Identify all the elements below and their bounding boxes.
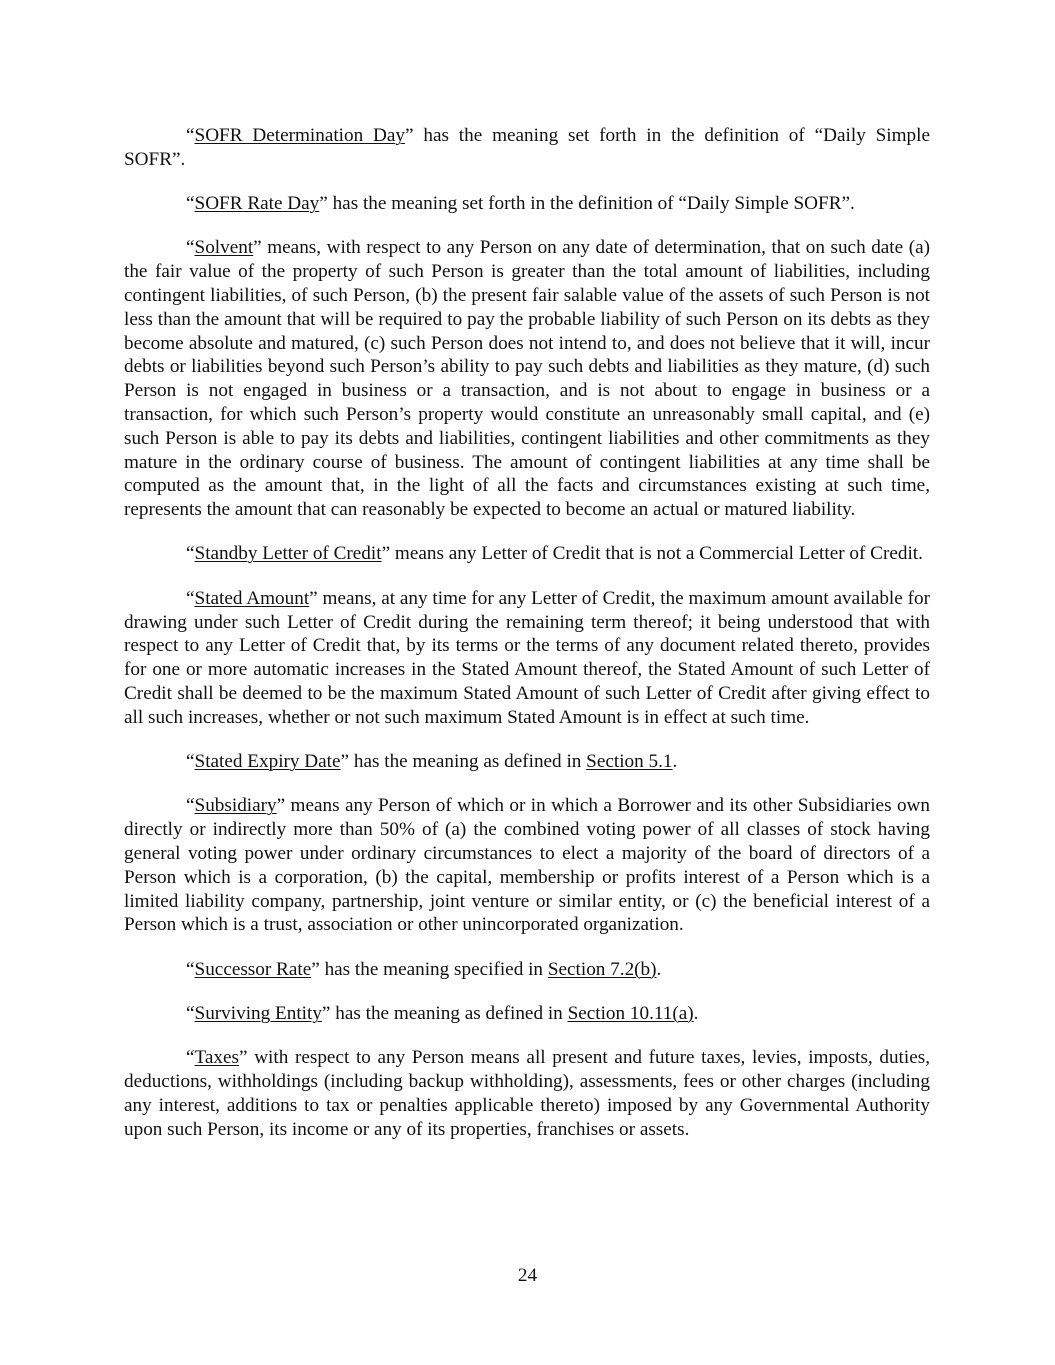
open-quote: “ <box>186 193 195 215</box>
close-quote: ” <box>319 193 328 215</box>
definition-text: means any Letter of Credit that is not a Commercial Letter of Credit. <box>390 543 923 565</box>
definition-sofr-determination-day <box>124 124 930 172</box>
defined-term: Solvent <box>194 237 254 259</box>
defined-term: Surviving Entity <box>194 1002 322 1024</box>
definition-stated-expiry-date <box>124 750 930 774</box>
document-page <box>124 124 930 1141</box>
defined-term: Successor Rate <box>194 958 312 980</box>
defined-term: SOFR Rate Day <box>194 193 320 215</box>
close-quote: ” <box>253 237 262 259</box>
definition-text: has the meaning specified in <box>319 958 548 980</box>
defined-term: Stated Amount <box>194 587 310 609</box>
open-quote: “ <box>186 237 195 259</box>
definition-text: has the meaning set forth in the definition of “Daily Simple SOFR”. <box>327 193 855 215</box>
period: . <box>656 958 662 980</box>
close-quote: ” <box>311 958 320 980</box>
definition-subsidiary <box>124 794 930 937</box>
open-quote: “ <box>186 751 195 773</box>
open-quote: “ <box>186 543 195 565</box>
defined-term: Standby Letter of Credit <box>194 543 382 565</box>
definition-surviving-entity <box>124 1002 930 1026</box>
definition-text: means, with respect to any Person on any date of determination, that on such date (a) the fair value of the property of such Person is greater than the total amount of liabilities, including contingent liabilities, of such Person, (b) the present fair salable value of the assets of such Person is not less than the amount that will be required to pay the probable liability of such Person on its debts as they become absolute and matured, (c) such Person does not intend to, and does not believe that it will, incur debts or liabilities beyond such Person’s ability to pay such debts and liabilities as they mature, (d) such Person is not engaged in business or a transaction, and is not about to engage in business or a transaction, for which such Person’s property would constitute an unreasonably small capital, and (e) such Person is able to pay its debts and liabilities, contingent liabilities and other commitments as they mature in the ordinary course of business. The amount of contingent liabilities at any time shall be computed as the amount that, in the light of all the facts and circumstances existing at such time, represents the amount that can reasonably be expected to become an actual or matured liability. <box>124 237 930 521</box>
period: . <box>672 751 678 773</box>
close-quote: ” <box>340 751 350 773</box>
close-quote: ” <box>309 587 318 609</box>
close-quote: ” <box>321 1002 331 1024</box>
open-quote: “ <box>186 1047 195 1069</box>
open-quote: “ <box>186 1002 195 1024</box>
definition-taxes <box>124 1046 930 1141</box>
definition-text: means any Person of which or in which a Borrower and its other Subsidiaries own directly or indirectly more than 50% of (a) the combined voting power of all classes of stock having general voting power under ordinary circumstances to elect a majority of the board of directors of a Person which is a corporation, (b) the capital, membership or profits interest of a Person which is a limited liability company, partnership, joint venture or similar entity, or (c) the beneficial interest of a Person which is a trust, association or other unincorporated organization. <box>124 795 930 936</box>
section-reference-link[interactable]: Section 5.1 <box>586 751 673 773</box>
definition-text: has the meaning as defined in <box>349 751 587 773</box>
definition-text: means, at any time for any Letter of Credit, the maximum amount available for drawing under such Letter of Credit during the remaining term thereof; it being understood that with respect to any Letter of Credit that, by its terms or the terms of any document related thereto, provides for one or more automatic increases in the Stated Amount thereof, the Stated Amount of such Letter of Credit shall be deemed to be the maximum Stated Amount of such Letter of Credit after giving effect to all such increases, whether or not such maximum Stated Amount is in effect at such time. <box>124 587 930 728</box>
defined-term: Stated Expiry Date <box>194 751 341 773</box>
close-quote: ” <box>405 125 414 146</box>
page-number: 24 <box>517 1265 538 1286</box>
open-quote: “ <box>186 958 195 980</box>
definition-text: has the meaning as defined in <box>330 1002 568 1024</box>
close-quote: ” <box>276 795 286 817</box>
open-quote: “ <box>186 125 195 146</box>
section-reference-link[interactable]: Section 10.11(a) <box>567 1002 694 1024</box>
section-reference-link[interactable]: Section 7.2(b) <box>547 958 657 980</box>
defined-term: SOFR Determination Day <box>194 125 406 146</box>
definition-successor-rate <box>124 958 930 982</box>
definition-stated-amount <box>124 587 930 730</box>
close-quote: ” <box>239 1047 248 1069</box>
close-quote: ” <box>381 543 391 565</box>
defined-term: Taxes <box>194 1047 240 1069</box>
definition-text: with respect to any Person means all present and future taxes, levies, imposts, duties, deductions, withholdings (including backup withholding), assessments, fees or other charges (including any interest, additions to tax or penalties applicable thereto) imposed by any Governmental Authority upon such Person, its income or any of its properties, franchises or assets. <box>124 1047 930 1140</box>
definition-sofr-rate-day <box>124 192 930 216</box>
open-quote: “ <box>186 795 195 817</box>
definition-standby-letter-of-credit <box>124 542 930 566</box>
period: . <box>693 1002 699 1024</box>
defined-term: Subsidiary <box>194 795 277 817</box>
definition-solvent <box>124 236 930 522</box>
open-quote: “ <box>186 587 195 609</box>
definition-text: has the meaning set forth in the definition of “Daily Simple SOFR”. <box>124 125 930 170</box>
